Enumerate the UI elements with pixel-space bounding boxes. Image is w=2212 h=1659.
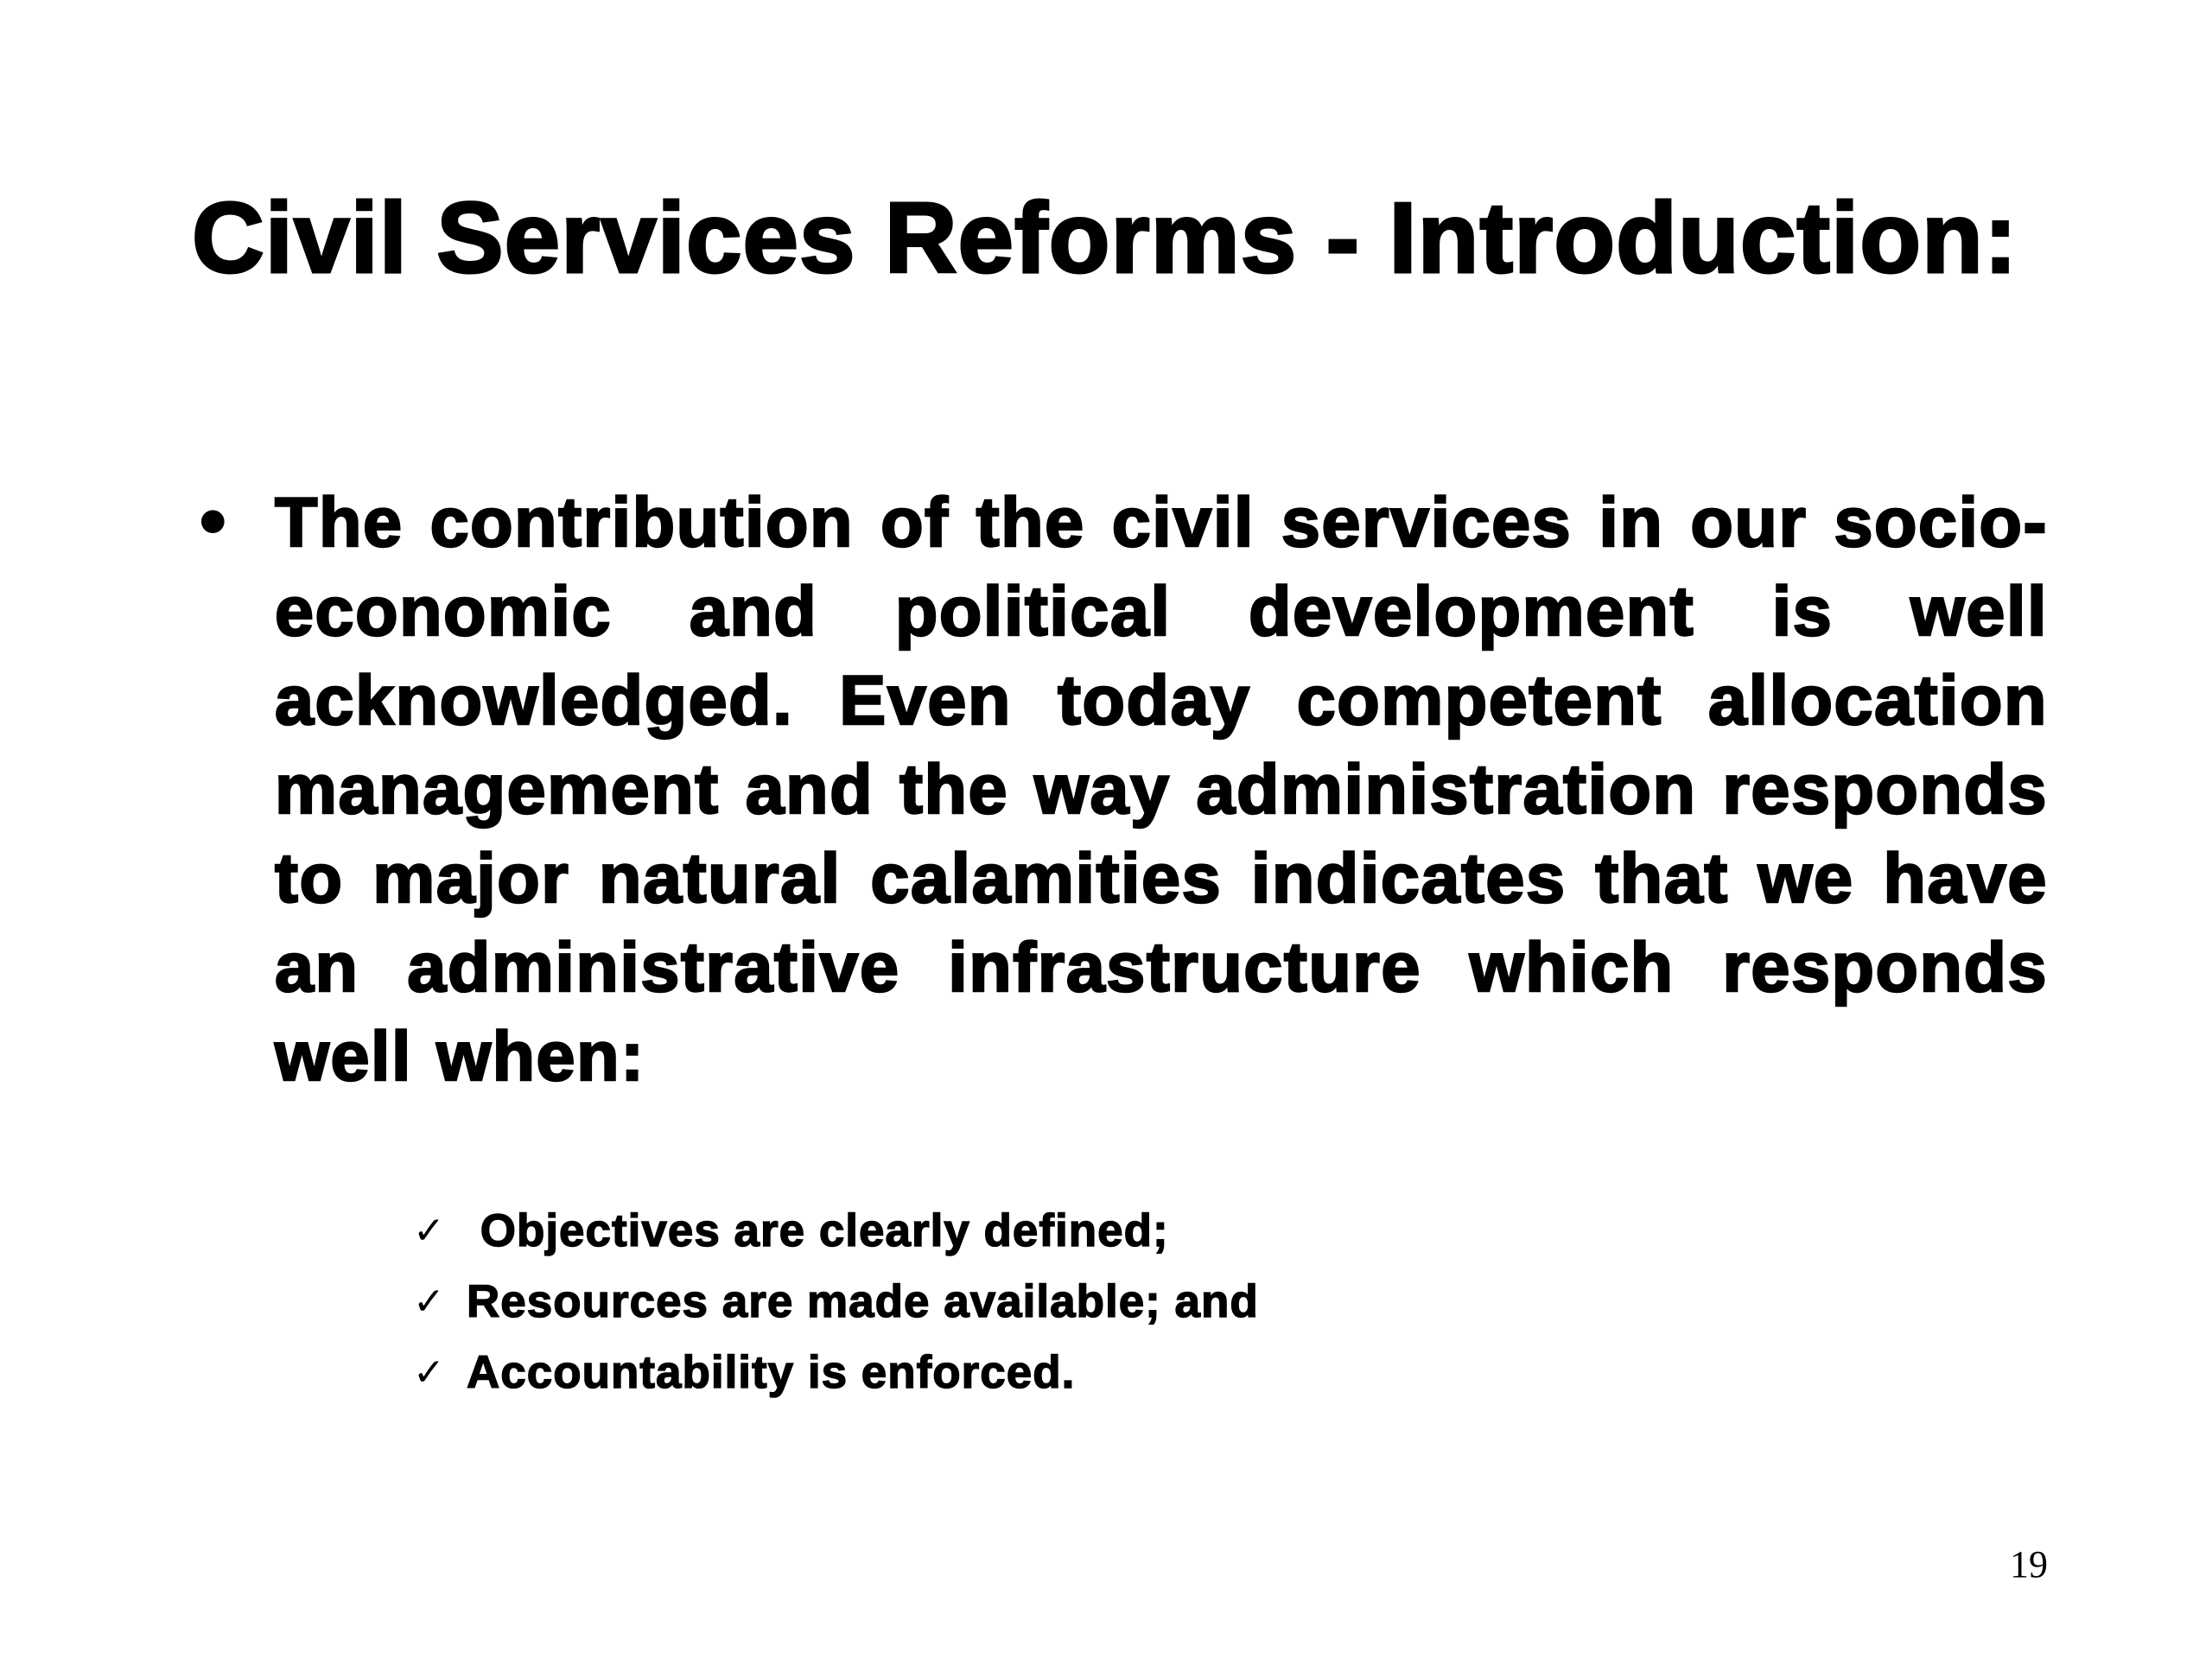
page-number: 19	[2010, 1543, 2048, 1586]
slide-title: Civil Services Reforms - Introduction:	[192, 181, 2018, 294]
checklist	[413, 1196, 1259, 1408]
checklist-item-text: Accountability is enforced.	[467, 1347, 1076, 1398]
checklist-item-text: Resources are made available; and	[467, 1276, 1259, 1327]
check-icon: ✓	[413, 1280, 446, 1324]
check-icon: ✓	[413, 1209, 446, 1253]
bullet-marker: •	[192, 485, 234, 562]
checklist-item-text: Objectives are clearly defined;	[467, 1205, 1169, 1256]
checklist-item	[413, 1338, 1259, 1408]
checklist-item	[413, 1267, 1259, 1338]
bullet-text: The contribution of the civil services in our socio-economic and political development is well acknowledged. Even today competent allocation management and the way administration responds to major natural calamities indicates that we have an administrative infrastructure which responds well when:	[275, 484, 2048, 1096]
check-icon: ✓	[413, 1351, 446, 1395]
bullet-item	[192, 479, 2048, 1102]
checklist-item	[413, 1196, 1259, 1267]
